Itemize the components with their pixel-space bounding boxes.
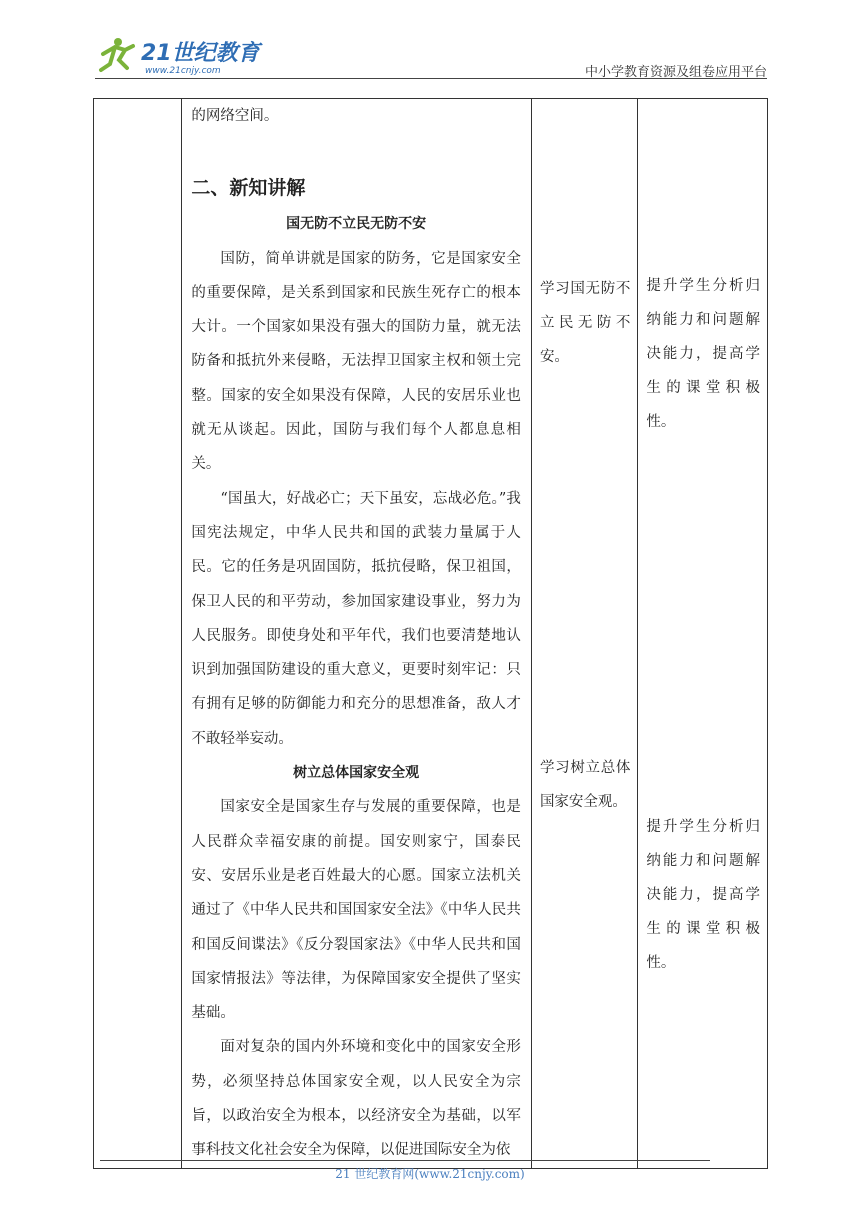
paragraph: 国家安全是国家生存与发展的重要保障，也是人民群众幸福安康的前提。国安则家宁，国泰民安、安居乐业是老百姓最大的心愿。国家立法机关通过了《中华人民共和国国家安全法》《中华人民共和国反间谍法》《反分裂国家法》《中华人民共和国国家情报法》等法律，为保障国家安全提供了坚实基础。 bbox=[191, 799, 521, 1022]
section-title: 二、新知讲解 bbox=[191, 177, 306, 200]
header-divider bbox=[95, 78, 767, 79]
stage-cell bbox=[94, 99, 182, 1169]
paragraph: 国防，简单讲就是国家的防务，它是国家安全的重要保障，是关系到国家和民族生死存亡的根本大计。一个国家如果没有强大的国防力量，就无法防备和抵抗外来侵略，无法捍卫国家主权和领土完整。国家的安全如果没有保障，人民的安居乐业也就无从谈起。因此，国防与我们每个人都息息相关。 bbox=[191, 250, 521, 473]
teaching-content-cell bbox=[182, 99, 532, 1169]
svg-text:www.21cnjy.com: www.21cnjy.com bbox=[145, 66, 221, 76]
student-activity-2: 学习树立总体国家安全观。 bbox=[539, 760, 631, 810]
logo-21cnjy bbox=[95, 34, 265, 76]
svg-text:21世纪教育: 21世纪教育 bbox=[141, 41, 260, 66]
subsection-title-2: 树立总体国家安全观 bbox=[293, 765, 420, 782]
table-row bbox=[94, 99, 768, 1169]
page-header bbox=[95, 30, 767, 80]
student-activity-1: 学习国无防不立民无防不安。 bbox=[539, 281, 631, 365]
paragraph: 面对复杂的国内外环境和变化中的国家安全形势，必须坚持总体国家安全观，以人民安全为宗旨，以政治安全为根本，以经济安全为基础，以军事科技文化社会安全为保障，以促进国际安全为依 bbox=[191, 1039, 521, 1159]
student-activity-cell bbox=[531, 99, 637, 1169]
subsection-title-1: 国无防不立民无防不安 bbox=[286, 216, 427, 233]
design-intent-2: 提升学生分析归纳能力和问题解决能力，提高学生的课堂积极性。 bbox=[646, 819, 760, 971]
platform-name: 中小学教育资源及组卷应用平台 bbox=[584, 65, 767, 80]
design-intent-1: 提升学生分析归纳能力和问题解决能力，提高学生的课堂积极性。 bbox=[646, 278, 760, 430]
footer-divider bbox=[100, 1160, 710, 1161]
paragraph: “国虽大，好战必亡；天下虽安，忘战必危。”我国宪法规定，中华人民共和国的武装力量属于人民。它的任务是巩固国防，抵抗侵略，保卫祖国，保卫人民的和平劳动，参加国家建设事业，努力为人民服务。即使身处和平年代，我们也要清楚地认识到加强国防建设的重大意义，更要时刻牢记：只有拥有足够的防御能力和充分的思想准备，敌人才不敢轻举妄动。 bbox=[191, 490, 521, 747]
footer-text: 21 世纪教育网(www.21cnjy.com) bbox=[335, 1167, 525, 1181]
lesson-table bbox=[93, 98, 768, 1169]
design-intent-cell bbox=[638, 99, 768, 1169]
intro-tail: 的网络空间。 bbox=[191, 108, 279, 124]
